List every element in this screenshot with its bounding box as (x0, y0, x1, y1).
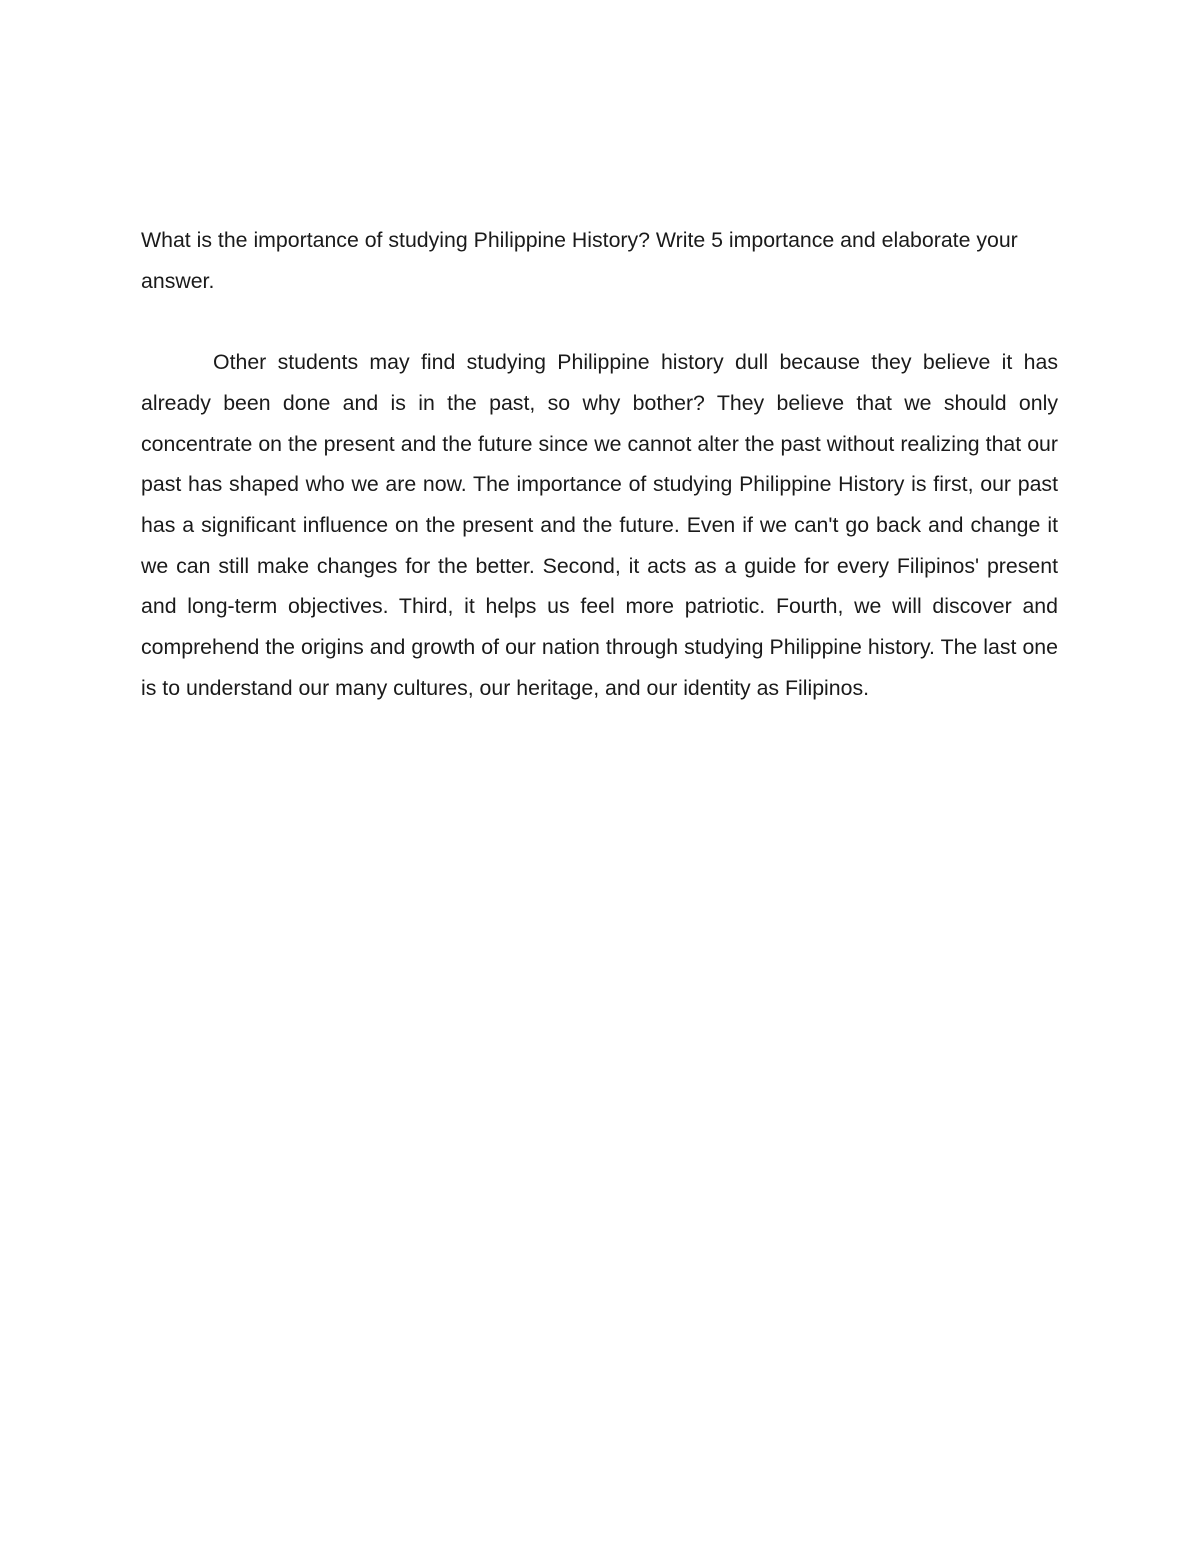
answer-paragraph: Other students may find studying Philippine history dull because they believe it has already been done and is in the past, so why bother? They believe that we should only concentrate on the present and the future since we cannot alter the past without realizing that our past has shaped who we are now. The importance of studying Philippine History is first, our past has a significant influence on the present and the future. Even if we can't go back and change it we can still make changes for the better. Second, it acts as a guide for every Filipinos' present and long-term objectives. Third, it helps us feel more patriotic. Fourth, we will discover and comprehend the origins and growth of our nation through studying Philippine history. The last one is to understand our many cultures, our heritage, and our identity as Filipinos. (141, 350, 1058, 700)
document-body (141, 220, 1058, 708)
question-text: What is the importance of studying Philippine History? Write 5 importance and elaborate your answer. (141, 228, 1018, 293)
